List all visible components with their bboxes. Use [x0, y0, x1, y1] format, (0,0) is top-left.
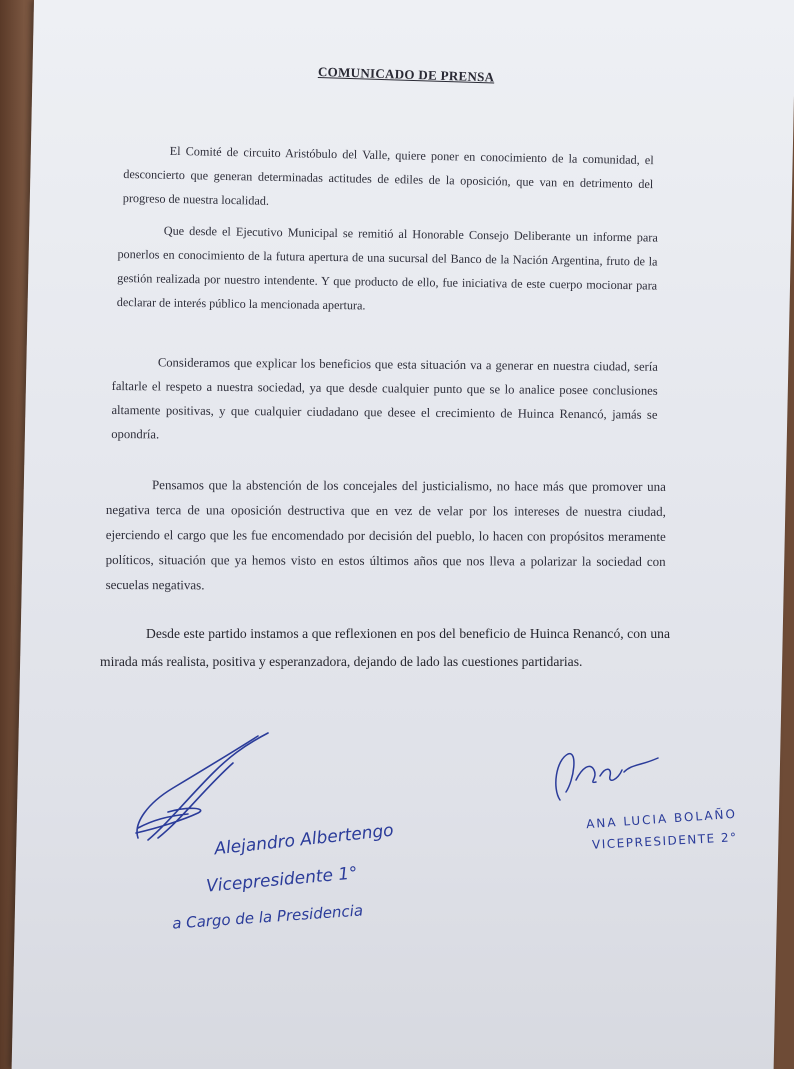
signer-left-role: Vicepresidente 1°	[205, 863, 359, 897]
signer-left-name: Alejandro Albertengo	[213, 820, 395, 860]
signer-right-role: VICEPRESIDENTE 2°	[591, 830, 738, 852]
paragraph-1: El Comité de circuito Aristóbulo del Valle, quiere poner en conocimiento de la comunidad, el desconcierto que generan determinadas actitudes de ediles de la oposición, que van en detrimento del progreso de nuestra localidad.	[122, 143, 654, 208]
signer-left-note: a Cargo de la Presidencia	[171, 901, 364, 933]
document-title: COMUNICADO DE PRENSA	[317, 64, 495, 85]
paragraph-4: Pensamos que la abstención de los concejales del justicialismo, no hace más que promover una negativa terca de una oposición destructiva que en vez de velar por los intereses de nuestra ciudad, ejerciendo el cargo que les fue encomendado por decisión del pueblo, lo hacen con propósitos meramente políticos, situación que ya hemos visto en estos últimos años que nos lleva a polarizar la sociedad con secuelas negativas.	[105, 477, 666, 593]
paragraph-5: Desde este partido instamos a que reflexionen en pos del beneficio de Huinca Renancó, con una mirada más realista, positiva y esperanzadora, dejando de lado las cuestiones partidarias.	[100, 626, 670, 669]
signer-right-name: ANA LUCIA BOLAÑO	[585, 806, 738, 832]
signature-right	[548, 740, 668, 810]
paragraph-3: Consideramos que explicar los beneficios que esta situación va a generar en nuestra ciudad, sería faltarle el respeto a nuestra sociedad, ya que desde cualquier punto que se lo analice posee conclusiones altamente positivas, y que cualquier ciudadano que desee el crecimiento de Huinca Renancó, jamás se opondría.	[111, 355, 658, 442]
paragraph-2: Que desde el Ejecutivo Municipal se remitió al Honorable Consejo Deliberante un informe para ponerlos en conocimiento de la futura apertura de una sucursal del Banco de la Nación Argentina, fruto de la gestión realizada por nuestro intendente. Y que producto de ello, fue iniciativa de este cuerpo mocionar para declarar de interés público la mencionada apertura.	[116, 223, 658, 313]
signature-left	[128, 728, 288, 848]
